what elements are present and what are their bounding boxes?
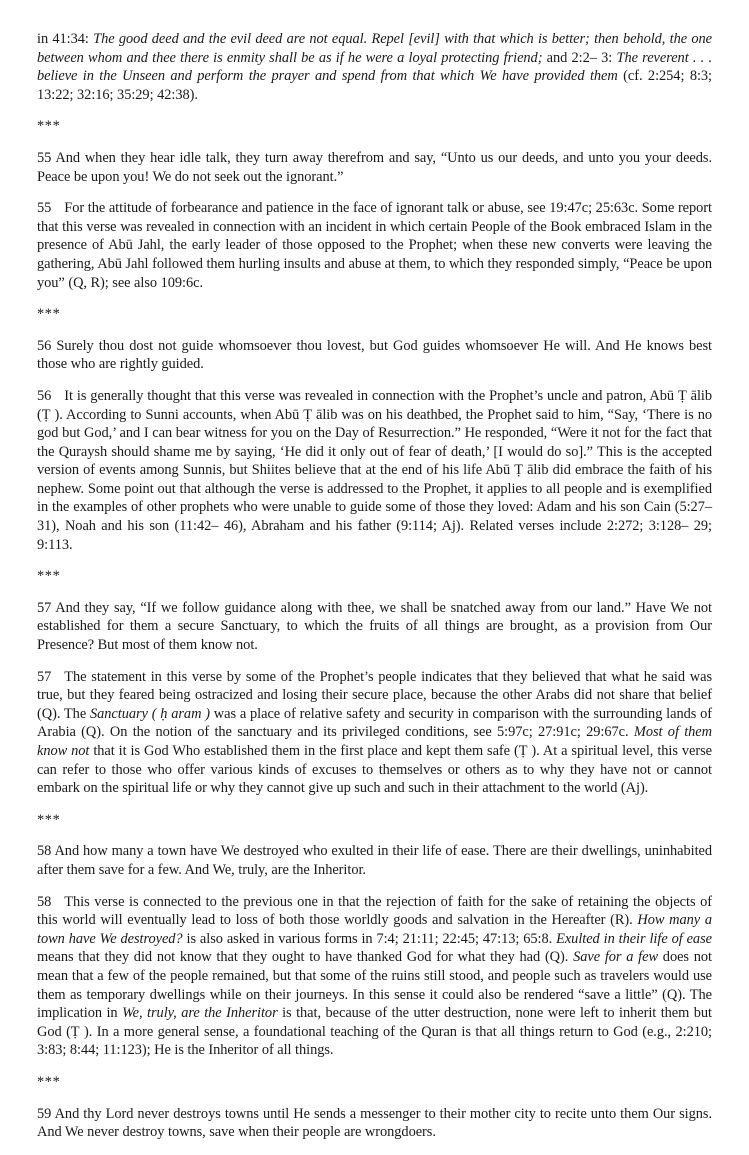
commentary-58-part-1: This verse is connected to the previous one in that the rejection of faith for the sake of retaining the objects of this world will eventually lead to loss of both those worldly goods and salvation in the Hereafter (R). <box>37 893 712 929</box>
commentary-57-italic-sanctuary: Sanctuary ( ḥ aram ) <box>89 705 210 722</box>
paragraph-verse-56 <box>37 337 712 374</box>
verse-number-56: 56 <box>37 337 52 354</box>
intro-quote-2: The reverent . . . believe in the Unseen and perform the prayer and spend from that which We have provided them <box>37 49 712 85</box>
paragraph-commentary-56 <box>37 387 712 554</box>
verse-text-59: And thy Lord never destroys towns until He sends a messenger to their mother city to recite unto them Our signs. And We never destroy towns, save when their people are wrongdoers. <box>37 1105 712 1141</box>
intro-lead: in 41:34: <box>37 31 94 47</box>
verse-number-58: 58 <box>37 843 52 860</box>
section-divider-1: *** <box>37 118 61 135</box>
paragraph-verse-57 <box>37 599 712 655</box>
intro-quote-1: The good deed and the evil deed are not equal. Repel [evil] with that which is better; then behold, the one between whom and thee there is enmity shall be as if he were a loyal protecting friend; <box>37 31 712 66</box>
verse-text-58: And how many a town have We destroyed who exulted in their life of ease. There are their dwellings, uninhabited after them save for a few. And We, truly, are the Inheritor. <box>37 843 712 878</box>
commentary-58-part-5: is that, because of the utter destruction, none were left to inherit them but God (Ṭ ). In a more general sense, a foundational teaching of the Quran is that all things return to God (e.g., 2:210; 3:83; 8:44; 11:123); He is the Inheritor of all things. <box>37 1005 712 1059</box>
commentary-number-56: 56 <box>37 387 52 404</box>
section-divider-2: *** <box>37 306 61 323</box>
commentary-number-58: 58 <box>37 893 52 910</box>
intro-tail: (cf. 2:254; 8:3; 13:22; 32:16; 35:29; 42:38). <box>37 68 712 103</box>
verse-number-59: 59 <box>37 1105 52 1122</box>
commentary-58-italic-inheritor: We, truly, are the Inheritor <box>122 1005 278 1022</box>
paragraph-verse-58 <box>37 842 712 879</box>
commentary-57-part-2: was a place of relative safety and security in comparison with the surrounding lands of Arabia (Q). On the notion of the sanctuary and its privileged conditions, see 5:97c; 27:91c; 29:67c. <box>37 705 712 741</box>
commentary-number-57: 57 <box>37 668 52 685</box>
verse-text-56: Surely thou dost not guide whomsoever thou lovest, but God guides whomsoever He will. And He knows best those who are rightly guided. <box>37 337 712 373</box>
section-divider-3: *** <box>37 568 61 585</box>
commentary-58-part-2: is also asked in various forms in 7:4; 21:11; 22:45; 47:13; 65:8. <box>182 930 557 947</box>
commentary-57-italic-know-not: Most of them know not <box>37 724 712 759</box>
commentary-58-italic-how-many: How many a town have We destroyed? <box>37 912 712 947</box>
commentary-57-part-1: The statement in this verse by some of the Prophet’s people indicates that they believed that what he said was true, but they feared being ostracized and losing their secure place, because the other Arabs did not share that belief (Q). The <box>37 668 712 722</box>
paragraph-commentary-57 <box>37 668 712 798</box>
commentary-number-55: 55 <box>37 200 52 217</box>
paragraph-commentary-55 <box>37 199 712 292</box>
paragraph-intro <box>37 30 712 104</box>
paragraph-verse-59 <box>37 1105 712 1142</box>
verse-text-55: And when they hear idle talk, they turn away therefrom and say, “Unto us our deeds, and unto you your deeds. Peace be upon you! We do not seek out the ignorant.” <box>37 149 712 185</box>
commentary-57-part-3: that it is God Who established them in the first place and kept them safe (Ṭ ). At a spiritual level, this verse can refer to those who offer various kinds of excuses to themselves or others as to why they have not or cannot embark on the spiritual life or why they cannot give up such and such in their attachment to the world (Aj). <box>37 743 712 797</box>
section-divider-4: *** <box>37 811 61 828</box>
commentary-text-56: It is generally thought that this verse was revealed in connection with the Prophet’s uncle and patron, Abū Ṭ ālib (Ṭ ). According to Sunni accounts, when Abū Ṭ ālib was on his deathbed, the Prophet said to him, “Say, ‘There is no god but God,’ and I can bear witness for you on the Day of Resurrection.” He responded, “Were it not for the fact that the Quraysh should shame me by saying, ‘He did it only out of fear of death,’ [I would do so].” This is the accepted version of events among Sunnis, but Shiites believe that at the end of his life Abū Ṭ ālib did embrace the faith of his nephew. Some point out that although the verse is addressed to the Prophet, it applies to all people and is exemplified in the examples of other prophets who were unable to guide some of those they loved: Adam and his son Cain (5:27– 31), Noah and his son (11:42– 46), Abraham and his father (9:114; Aj). Related verses include 2:272; 3:128– 29; 9:113. <box>37 387 712 553</box>
section-divider-5: *** <box>37 1073 61 1090</box>
verse-number-57: 57 <box>37 599 52 616</box>
commentary-58-part-4: does not mean that a few of the people remained, but that some of the ruins still stood, and people such as travelers would use them as temporary dwellings while on their journeys. In this sense it could also be rendered “save a little” (Q). The implication in <box>37 949 713 1022</box>
verse-text-57: And they say, “If we follow guidance along with thee, we shall be snatched away from our land.” Have We not established for them a secure Sanctuary, to which the fruits of all things are brought, as a provision from Our Presence? But most of them know not. <box>37 599 712 654</box>
page-text-column <box>37 30 712 1155</box>
commentary-58-italic-save-for-a-few: Save for a few <box>573 949 659 966</box>
intro-mid: and 2:2– 3: <box>542 49 617 66</box>
verse-number-55: 55 <box>37 149 52 166</box>
paragraph-verse-55 <box>37 149 712 186</box>
commentary-58-italic-exulted: Exulted in their life of ease <box>556 930 712 947</box>
commentary-58-part-3: means that they did not know that they ought to have thanked God for what they had (Q). <box>37 949 574 966</box>
paragraph-commentary-58 <box>37 893 712 1060</box>
commentary-text-55: For the attitude of forbearance and patience in the face of ignorant talk or abuse, see 19:47c; 25:63c. Some report that this verse was revealed in connection with an incident in which certain People of the Book embraced Islam in the presence of Abū Jahl, the early leader of those opposed to the Prophet; when these new converts were leaving the gathering, Abū Jahl followed them hurling insults and abuse at them, to which they responded simply, “Peace be upon you” (Q, R); see also 109:6c. <box>37 200 712 291</box>
